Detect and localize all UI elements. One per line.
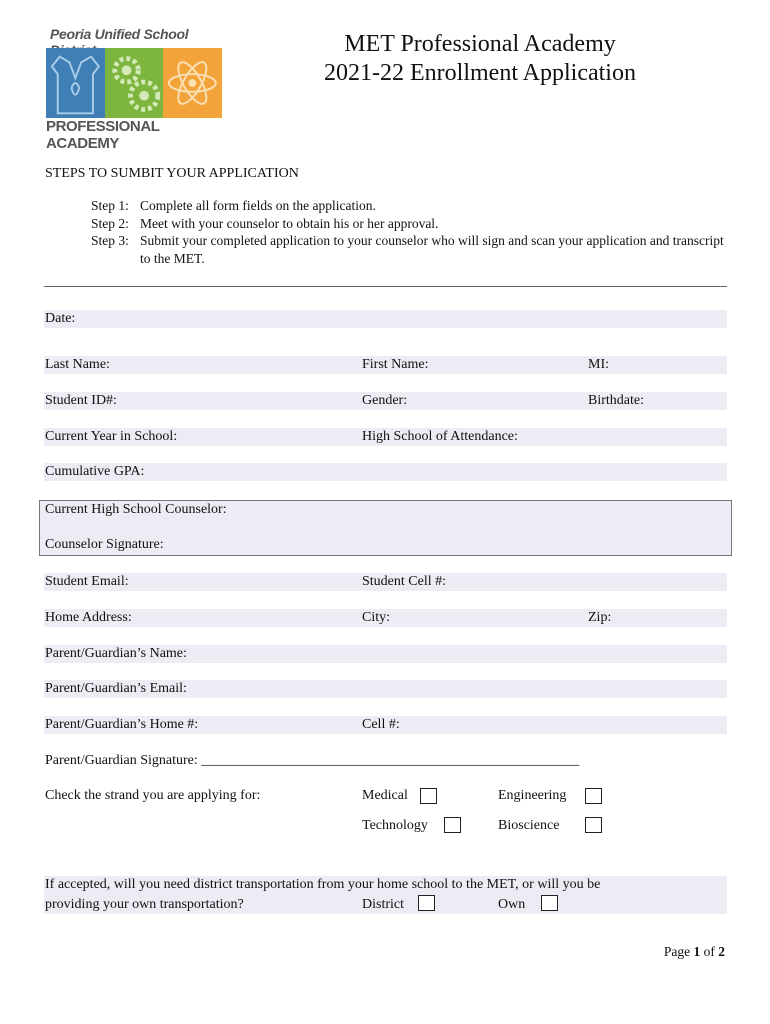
strand-option-label: Medical <box>362 788 408 803</box>
gpa-label: Cumulative GPA: <box>45 464 145 479</box>
high-school-label: High School of Attendance: <box>362 429 518 444</box>
last-name-label: Last Name: <box>45 357 110 372</box>
district-checkbox[interactable] <box>418 895 435 911</box>
title-line-2: 2021-22 Enrollment Application <box>324 60 636 86</box>
city-label: City: <box>362 610 391 625</box>
mi-label: MI: <box>588 357 609 372</box>
counselor-signature-label: Counselor Signature: <box>45 537 164 552</box>
step-item <box>91 197 731 215</box>
strand-option-label: Engineering <box>498 788 567 803</box>
divider <box>44 286 727 287</box>
strand-question: Check the strand you are applying for: <box>45 788 261 803</box>
first-name-label: First Name: <box>362 357 429 372</box>
technology-checkbox[interactable] <box>444 817 461 833</box>
gender-label: Gender: <box>362 393 408 408</box>
page-total: 2 <box>718 944 725 959</box>
bioscience-checkbox[interactable] <box>585 817 602 833</box>
page-word: Page <box>663 944 691 959</box>
step-text: Complete all form fields on the application. <box>140 198 376 213</box>
logo-district-text: Peoria Unified School <box>50 26 189 42</box>
medical-icon <box>46 48 105 118</box>
logo-met-blocks <box>46 48 222 118</box>
step-item <box>91 232 731 267</box>
academy-logo <box>44 26 226 152</box>
step-item <box>91 215 731 233</box>
transport-option-label: Own <box>498 897 526 912</box>
page-title <box>290 30 670 88</box>
transport-option-label: District <box>362 897 404 912</box>
student-cell-label: Student Cell #: <box>362 574 446 589</box>
page-number <box>664 944 725 960</box>
birthdate-label: Birthdate: <box>588 393 644 408</box>
guardian-home-label: Parent/Guardian’s Home #: <box>45 717 199 732</box>
guardian-name-label: Parent/Guardian’s Name: <box>45 646 187 661</box>
title-line-1: MET Professional Academy <box>344 31 616 57</box>
of-word: of <box>703 944 715 959</box>
cell-label: Cell #: <box>362 717 400 732</box>
student-email-label: Student Email: <box>45 574 129 589</box>
strand-option-label: Technology <box>362 818 428 833</box>
gpa-field[interactable] <box>44 463 727 481</box>
engineering-checkbox[interactable] <box>585 788 602 804</box>
transport-question-line-1: If accepted, will you need district transportation from your home school to the MET, or will you be <box>45 877 601 892</box>
page-current: 1 <box>693 944 701 959</box>
step-label: Step 1: <box>91 198 129 213</box>
guardian-signature-line: Parent/Guardian Signature: ______________________________________________________ <box>45 753 580 768</box>
current-year-label: Current Year in School: <box>45 429 178 444</box>
student-id-label: Student ID#: <box>45 393 117 408</box>
logo-academy-text: PROFESSIONAL ACADEMY <box>46 118 160 152</box>
own-checkbox[interactable] <box>541 895 558 911</box>
guardian-email-label: Parent/Guardian’s Email: <box>45 681 187 696</box>
medical-checkbox[interactable] <box>420 788 437 804</box>
atom-icon <box>163 48 222 118</box>
home-address-label: Home Address: <box>45 610 132 625</box>
step-label: Step 3: <box>91 233 129 248</box>
counselor-label: Current High School Counselor: <box>45 502 227 517</box>
gears-icon <box>105 48 164 118</box>
strand-option-label: Bioscience <box>498 818 560 833</box>
step-text: Submit your completed application to your counselor who will sign and scan your application and transcript to the MET. <box>140 233 724 266</box>
zip-label: Zip: <box>588 610 612 625</box>
step-text: Meet with your counselor to obtain his or her approval. <box>140 215 439 231</box>
step-label: Step 2: <box>91 215 129 231</box>
date-label: Date: <box>45 311 76 326</box>
date-field[interactable] <box>44 310 727 328</box>
steps-heading: STEPS TO SUMBIT YOUR APPLICATION <box>45 166 299 181</box>
transport-question-line-2: providing your own transportation? <box>45 897 244 912</box>
steps-list <box>91 197 731 267</box>
